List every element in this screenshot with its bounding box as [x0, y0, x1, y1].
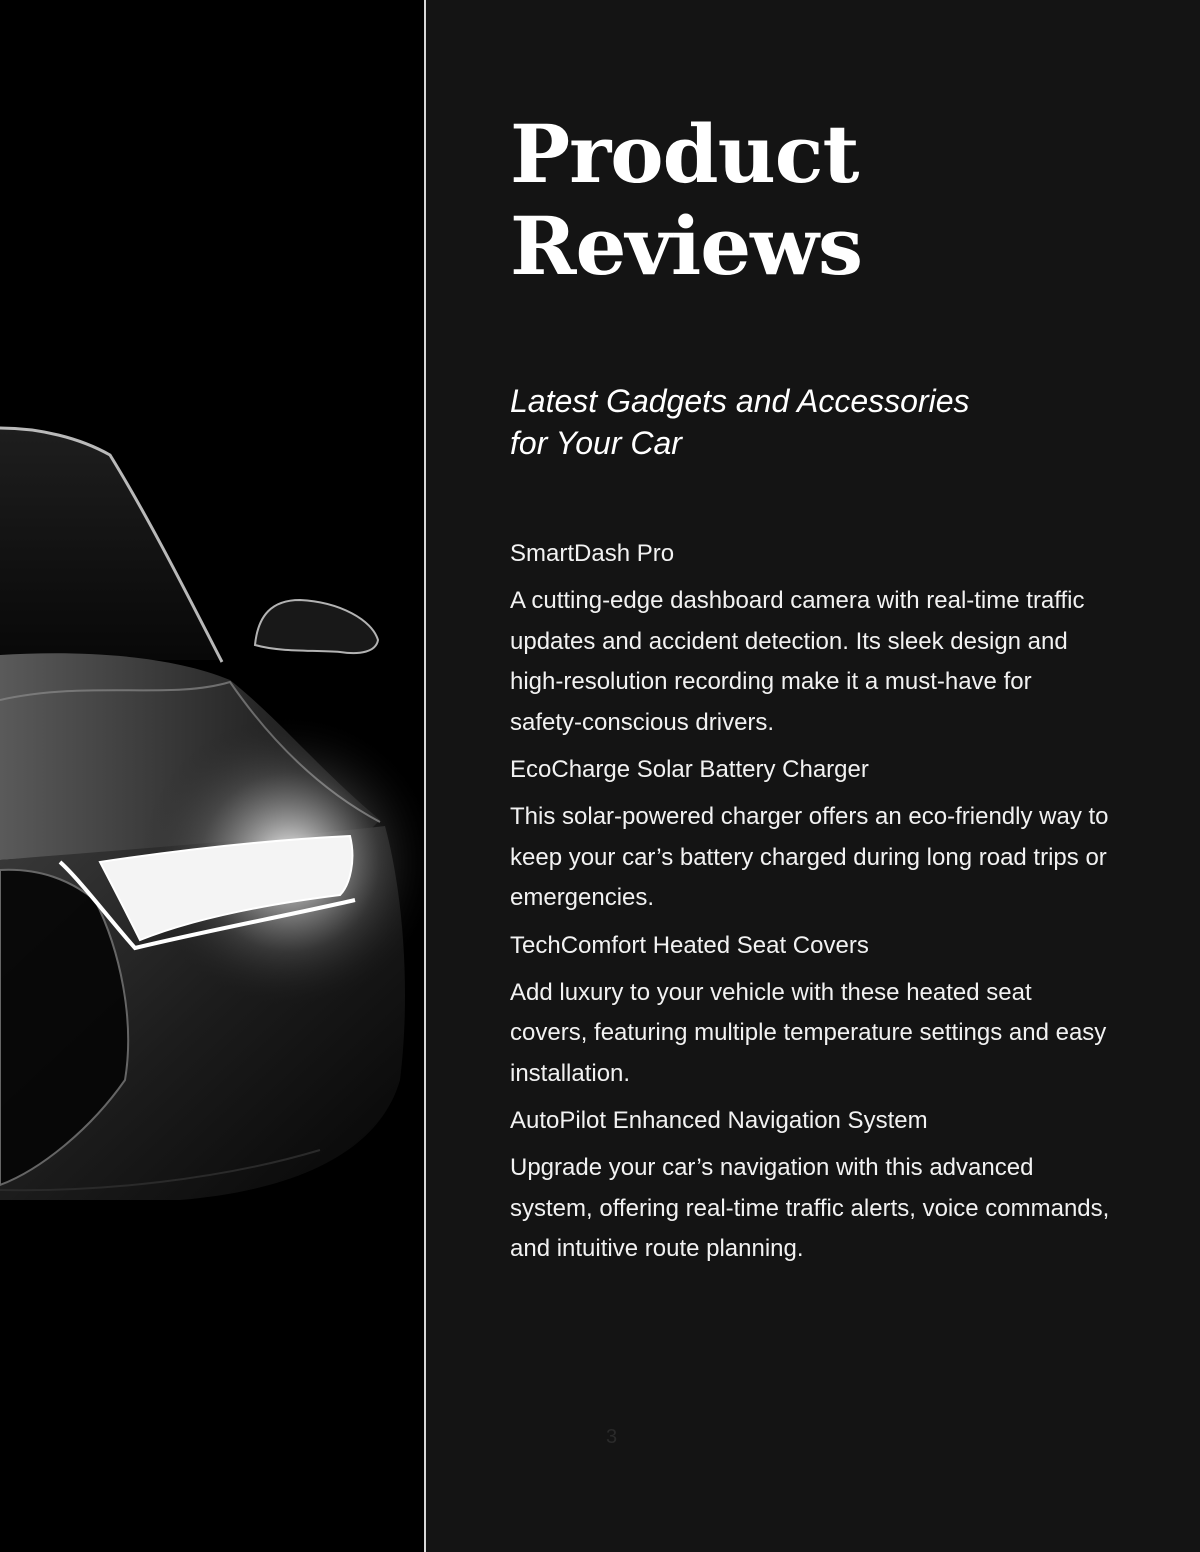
product-name: TechComfort Heated Seat Covers	[510, 931, 869, 959]
product-description: This solar-powered charger offers an eco-friendly way to keep your car’s battery charged during long road trips or emergencies.	[510, 803, 1109, 911]
product-description: A cutting-edge dashboard camera with real-time traffic updates and accident detection. Its sleek design and high-resolution recording make it a must-have for safety-conscious drivers.	[510, 587, 1085, 736]
product-review-list	[510, 534, 1110, 1277]
car-roof	[0, 428, 220, 660]
product-name: AutoPilot Enhanced Navigation System	[510, 1107, 928, 1134]
product-review-item	[510, 750, 1110, 919]
product-review-item	[510, 534, 1110, 743]
page-title	[510, 108, 1110, 292]
page-subtitle-line-1: Latest Gadgets and Accessories	[510, 383, 970, 419]
product-name: EcoCharge Solar Battery Charger	[510, 756, 869, 783]
car-side-mirror	[255, 600, 378, 653]
page-title-line-1: Product	[510, 107, 859, 201]
page-number: 3	[606, 1426, 618, 1448]
product-review-item	[510, 1101, 1110, 1270]
product-name: SmartDash Pro	[510, 540, 675, 567]
page-subtitle	[510, 380, 1070, 464]
content-panel	[426, 0, 1200, 1552]
product-description: Add luxury to your vehicle with these heated seat covers, featuring multiple temperature settings and easy installation.	[510, 978, 1107, 1087]
product-review-item	[510, 926, 1110, 1095]
page-title-line-2: Reviews	[510, 199, 863, 293]
car-silhouette-image	[0, 0, 424, 1552]
page-subtitle-line-2: for Your Car	[510, 425, 682, 461]
product-description: Upgrade your car’s navigation with this advanced system, offering real-time traffic alerts, voice commands, and intuitive route planning.	[510, 1154, 1110, 1262]
hero-image-panel	[0, 0, 424, 1552]
